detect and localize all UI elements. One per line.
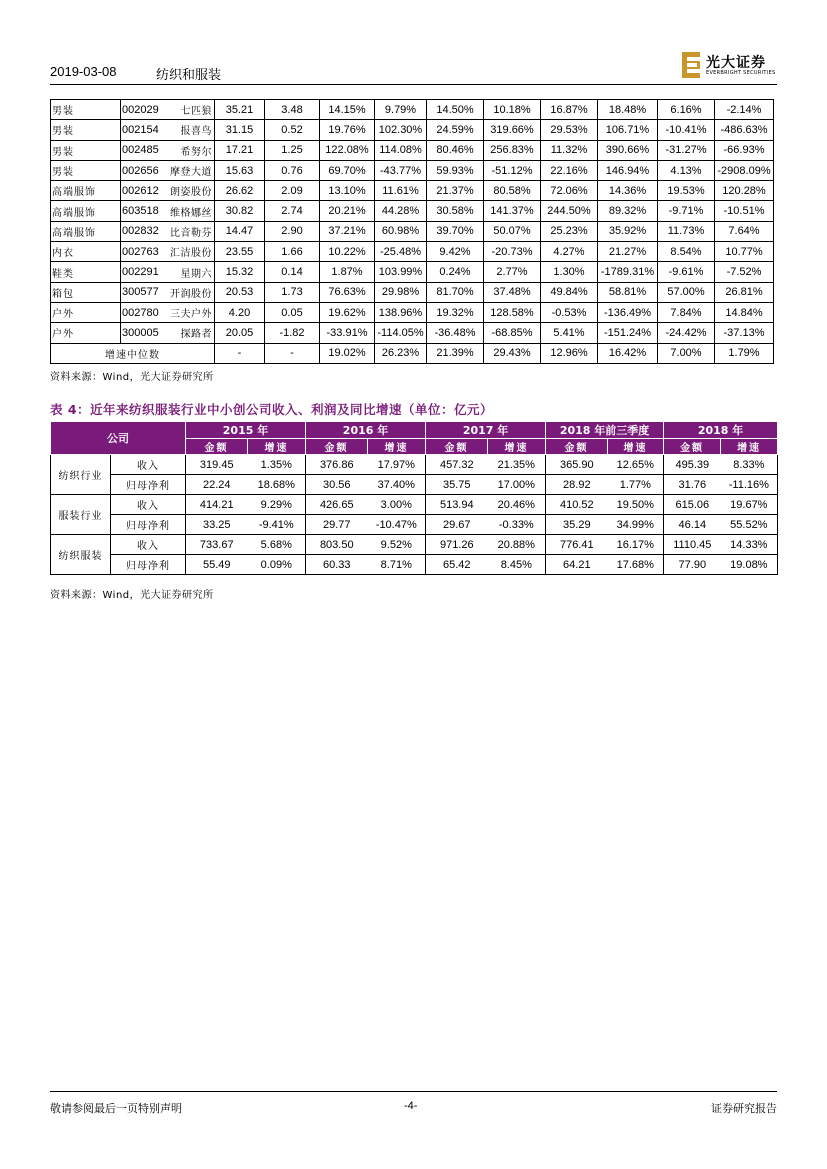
company-header: 公司 [51,422,186,455]
item-cell: 收入 [111,535,186,555]
median-label: 增速中位数 [51,343,215,363]
value-cell: 11.32% [541,140,598,160]
growth-cell: 14.33% [721,535,778,555]
value-cell: 35.21 [215,100,265,120]
value-cell: 128.58% [484,302,541,322]
source-note-2: 资料来源：Wind，光大证券研究所 [50,590,214,601]
value-cell: 18.48% [598,100,658,120]
value-cell: 1.66 [265,242,320,262]
stock-code-cell: 002780 [121,302,163,322]
amount-cell: 77.90 [664,555,721,575]
footer-divider [50,1091,777,1092]
value-cell: 390.66% [598,140,658,160]
table-row [51,242,774,262]
growth-cell: -0.33% [488,515,546,535]
value-cell: 0.24% [427,262,484,282]
table-row [51,495,778,515]
growth-cell: 9.52% [368,535,426,555]
value-cell: 39.70% [427,221,484,241]
stock-code-cell: 002291 [121,262,163,282]
value-cell: 120.28% [715,181,774,201]
value-cell: -114.05% [375,323,427,343]
company-name-cell: 汇洁股份 [163,242,215,262]
company-logo [682,48,782,82]
growth-cell: 8.71% [368,555,426,575]
value-cell: 57.00% [658,282,715,302]
value-cell: 1.30% [541,262,598,282]
amount-cell: 64.21 [546,555,608,575]
amount-cell: 46.14 [664,515,721,535]
amount-cell: 426.65 [306,495,368,515]
footer-report-type: 证券研究报告 [711,1102,777,1115]
stock-code-cell: 002656 [121,160,163,180]
growth-cell: 12.65% [608,455,664,475]
logo-chinese-text: 光大证券 [706,55,766,71]
growth-cell: 1.35% [248,455,306,475]
value-cell: 37.48% [484,282,541,302]
amount-cell: 803.50 [306,535,368,555]
amount-cell: 1110.45 [664,535,721,555]
period-header: 2015 年 [186,422,306,439]
company-name-cell: 比音勒芬 [163,221,215,241]
value-cell: 0.05 [265,302,320,322]
value-cell: 24.59% [427,120,484,140]
value-cell: 7.84% [658,302,715,322]
median-value-cell: 29.43% [484,343,541,363]
value-cell: 14.47 [215,221,265,241]
value-cell: 103.99% [375,262,427,282]
amount-cell: 319.45 [186,455,248,475]
value-cell: 15.32 [215,262,265,282]
category-cell: 高端服饰 [51,181,121,201]
value-cell: -33.91% [320,323,375,343]
growth-subheader: 增速 [488,439,546,455]
company-name-cell: 希努尔 [163,140,215,160]
value-cell: 319.66% [484,120,541,140]
value-cell: 17.21 [215,140,265,160]
amount-cell: 615.06 [664,495,721,515]
median-value-cell: 12.96% [541,343,598,363]
category-cell: 鞋类 [51,262,121,282]
value-cell: 30.58% [427,201,484,221]
value-cell: 59.93% [427,160,484,180]
growth-cell: 3.00% [368,495,426,515]
value-cell: -486.63% [715,120,774,140]
value-cell: 2.09 [265,181,320,201]
growth-cell: 5.68% [248,535,306,555]
value-cell: -66.93% [715,140,774,160]
value-cell: -151.24% [598,323,658,343]
median-row [51,343,774,363]
stock-code-cell: 002029 [121,100,163,120]
value-cell: -51.12% [484,160,541,180]
value-cell: -37.13% [715,323,774,343]
category-cell: 高端服饰 [51,201,121,221]
growth-cell: 37.40% [368,475,426,495]
value-cell: 141.37% [484,201,541,221]
table-row [51,323,774,343]
value-cell: 44.28% [375,201,427,221]
growth-cell: -11.16% [721,475,778,495]
amount-cell: 365.90 [546,455,608,475]
growth-cell: 20.88% [488,535,546,555]
stock-code-cell: 300577 [121,282,163,302]
period-header: 2017 年 [426,422,546,439]
table-row [51,455,778,475]
amount-subheader: 金额 [186,439,248,455]
value-cell: -10.41% [658,120,715,140]
company-name-cell: 朗姿股份 [163,181,215,201]
value-cell: -25.48% [375,242,427,262]
value-cell: -24.42% [658,323,715,343]
value-cell: 20.53 [215,282,265,302]
value-cell: -7.52% [715,262,774,282]
amount-cell: 776.41 [546,535,608,555]
value-cell: 114.08% [375,140,427,160]
value-cell: 25.23% [541,221,598,241]
median-value-cell: 16.42% [598,343,658,363]
category-cell: 箱包 [51,282,121,302]
company-name-cell: 维格娜丝 [163,201,215,221]
value-cell: 0.52 [265,120,320,140]
category-cell: 户外 [51,302,121,322]
value-cell: 256.83% [484,140,541,160]
growth-cell: 17.00% [488,475,546,495]
value-cell: 8.54% [658,242,715,262]
table-row [51,475,778,495]
value-cell: 14.15% [320,100,375,120]
growth-cell: 34.99% [608,515,664,535]
value-cell: 29.98% [375,282,427,302]
growth-cell: 17.97% [368,455,426,475]
company-name-cell: 七匹狼 [163,100,215,120]
median-value-cell: - [215,343,265,363]
growth-cell: 19.08% [721,555,778,575]
amount-cell: 22.24 [186,475,248,495]
table-row [51,515,778,535]
everbright-logo-icon [682,52,700,78]
value-cell: 19.62% [320,302,375,322]
item-cell: 归母净利 [111,475,186,495]
value-cell: 14.50% [427,100,484,120]
value-cell: -20.73% [484,242,541,262]
value-cell: 14.84% [715,302,774,322]
value-cell: 9.79% [375,100,427,120]
value-cell: 3.48 [265,100,320,120]
item-cell: 归母净利 [111,555,186,575]
value-cell: -9.61% [658,262,715,282]
table-row [51,181,774,201]
value-cell: 13.10% [320,181,375,201]
value-cell: 31.15 [215,120,265,140]
value-cell: 23.55 [215,242,265,262]
value-cell: 4.27% [541,242,598,262]
category-cell: 高端服饰 [51,221,121,241]
amount-cell: 28.92 [546,475,608,495]
growth-cell: 55.52% [721,515,778,535]
table-row [51,302,774,322]
amount-cell: 60.33 [306,555,368,575]
company-growth-table [50,99,774,364]
industry-revenue-profit-table [50,421,778,575]
amount-cell: 410.52 [546,495,608,515]
item-cell: 收入 [111,495,186,515]
amount-cell: 457.32 [426,455,488,475]
median-value-cell: 19.02% [320,343,375,363]
value-cell: 26.62 [215,181,265,201]
amount-cell: 35.75 [426,475,488,495]
stock-code-cell: 002485 [121,140,163,160]
stock-code-cell: 002612 [121,181,163,201]
value-cell: -2.14% [715,100,774,120]
header-divider [50,84,777,85]
amount-cell: 376.86 [306,455,368,475]
growth-cell: 16.17% [608,535,664,555]
growth-subheader: 增速 [368,439,426,455]
amount-cell: 29.77 [306,515,368,535]
value-cell: 7.64% [715,221,774,241]
growth-subheader: 增速 [248,439,306,455]
value-cell: 1.25 [265,140,320,160]
amount-cell: 35.29 [546,515,608,535]
median-value-cell: 1.79% [715,343,774,363]
table-row [51,140,774,160]
value-cell: -31.27% [658,140,715,160]
value-cell: 14.36% [598,181,658,201]
value-cell: 50.07% [484,221,541,241]
value-cell: 2.77% [484,262,541,282]
value-cell: 10.18% [484,100,541,120]
growth-cell: 19.67% [721,495,778,515]
table-4-title: 表 4：近年来纺织服装行业中小创公司收入、利润及同比增速（单位：亿元） [50,402,494,417]
industry-name-cell: 服装行业 [51,495,111,535]
company-name-cell: 星期六 [163,262,215,282]
value-cell: 106.71% [598,120,658,140]
growth-cell: 8.33% [721,455,778,475]
growth-cell: -10.47% [368,515,426,535]
growth-cell: 1.77% [608,475,664,495]
stock-code-cell: 603518 [121,201,163,221]
value-cell: 19.53% [658,181,715,201]
amount-cell: 55.49 [186,555,248,575]
value-cell: -1.82 [265,323,320,343]
value-cell: 37.21% [320,221,375,241]
amount-cell: 65.42 [426,555,488,575]
period-header: 2016 年 [306,422,426,439]
amount-cell: 495.39 [664,455,721,475]
report-section: 纺织和服装 [156,68,222,83]
company-name-cell: 报喜鸟 [163,120,215,140]
industry-name-cell: 纺织行业 [51,455,111,495]
value-cell: -68.85% [484,323,541,343]
company-name-cell: 摩登大道 [163,160,215,180]
category-cell: 户外 [51,323,121,343]
amount-cell: 414.21 [186,495,248,515]
amount-subheader: 金额 [306,439,368,455]
value-cell: 21.37% [427,181,484,201]
value-cell: 1.73 [265,282,320,302]
growth-subheader: 增速 [608,439,664,455]
value-cell: 49.84% [541,282,598,302]
growth-subheader: 增速 [721,439,778,455]
value-cell: 4.13% [658,160,715,180]
value-cell: 22.16% [541,160,598,180]
amount-cell: 33.25 [186,515,248,535]
category-cell: 男装 [51,100,121,120]
amount-cell: 513.94 [426,495,488,515]
median-value-cell: - [265,343,320,363]
median-value-cell: 21.39% [427,343,484,363]
industry-name-cell: 纺织服装 [51,535,111,575]
amount-cell: 29.67 [426,515,488,535]
value-cell: 11.61% [375,181,427,201]
value-cell: 69.70% [320,160,375,180]
value-cell: 35.92% [598,221,658,241]
stock-code-cell: 300005 [121,323,163,343]
value-cell: 0.14 [265,262,320,282]
table-row [51,555,778,575]
table-row [51,120,774,140]
stock-code-cell: 002154 [121,120,163,140]
value-cell: 16.87% [541,100,598,120]
value-cell: 60.98% [375,221,427,241]
report-date: 2019-03-08 [50,64,117,79]
value-cell: -2908.09% [715,160,774,180]
table-row [51,100,774,120]
value-cell: 2.90 [265,221,320,241]
table-row [51,282,774,302]
item-cell: 收入 [111,455,186,475]
category-cell: 男装 [51,140,121,160]
value-cell: 20.05 [215,323,265,343]
value-cell: 72.06% [541,181,598,201]
page-number: -4- [404,1100,418,1112]
value-cell: -36.48% [427,323,484,343]
value-cell: 15.63 [215,160,265,180]
value-cell: 29.53% [541,120,598,140]
value-cell: -1789.31% [598,262,658,282]
value-cell: -10.51% [715,201,774,221]
value-cell: 10.77% [715,242,774,262]
company-name-cell: 开润股份 [163,282,215,302]
source-note-1: 资料来源：Wind，光大证券研究所 [50,372,214,383]
period-header: 2018 年 [664,422,778,439]
amount-subheader: 金额 [546,439,608,455]
period-header: 2018 年前三季度 [546,422,664,439]
amount-cell: 733.67 [186,535,248,555]
amount-cell: 30.56 [306,475,368,495]
value-cell: 89.32% [598,201,658,221]
growth-cell: 19.50% [608,495,664,515]
category-cell: 内衣 [51,242,121,262]
table-row [51,535,778,555]
table-row [51,262,774,282]
value-cell: 9.42% [427,242,484,262]
value-cell: 21.27% [598,242,658,262]
growth-cell: 20.46% [488,495,546,515]
table-row [51,160,774,180]
median-value-cell: 7.00% [658,343,715,363]
value-cell: 20.21% [320,201,375,221]
value-cell: 244.50% [541,201,598,221]
median-value-cell: 26.23% [375,343,427,363]
value-cell: 1.87% [320,262,375,282]
value-cell: 138.96% [375,302,427,322]
table-row [51,201,774,221]
value-cell: 5.41% [541,323,598,343]
value-cell: 0.76 [265,160,320,180]
amount-cell: 31.76 [664,475,721,495]
value-cell: 4.20 [215,302,265,322]
value-cell: -136.49% [598,302,658,322]
footer-disclaimer: 敬请参阅最后一页特别声明 [50,1102,182,1115]
value-cell: -0.53% [541,302,598,322]
amount-cell: 971.26 [426,535,488,555]
growth-cell: 8.45% [488,555,546,575]
value-cell: 30.82 [215,201,265,221]
value-cell: 58.81% [598,282,658,302]
amount-subheader: 金额 [664,439,721,455]
value-cell: 80.58% [484,181,541,201]
value-cell: 76.63% [320,282,375,302]
value-cell: 102.30% [375,120,427,140]
value-cell: 81.70% [427,282,484,302]
item-cell: 归母净利 [111,515,186,535]
value-cell: 11.73% [658,221,715,241]
growth-cell: 18.68% [248,475,306,495]
growth-cell: 0.09% [248,555,306,575]
value-cell: 80.46% [427,140,484,160]
value-cell: 26.81% [715,282,774,302]
value-cell: 10.22% [320,242,375,262]
growth-cell: 21.35% [488,455,546,475]
value-cell: 19.32% [427,302,484,322]
category-cell: 男装 [51,160,121,180]
growth-cell: 9.29% [248,495,306,515]
value-cell: 6.16% [658,100,715,120]
value-cell: 122.08% [320,140,375,160]
value-cell: -43.77% [375,160,427,180]
growth-cell: 17.68% [608,555,664,575]
company-name-cell: 探路者 [163,323,215,343]
stock-code-cell: 002832 [121,221,163,241]
logo-english-text: EVERBRIGHT SECURITIES [706,70,776,76]
amount-subheader: 金额 [426,439,488,455]
company-name-cell: 三夫户外 [163,302,215,322]
value-cell: 2.74 [265,201,320,221]
stock-code-cell: 002763 [121,242,163,262]
table-row [51,221,774,241]
growth-cell: -9.41% [248,515,306,535]
value-cell: -9.71% [658,201,715,221]
value-cell: 146.94% [598,160,658,180]
category-cell: 男装 [51,120,121,140]
value-cell: 19.76% [320,120,375,140]
